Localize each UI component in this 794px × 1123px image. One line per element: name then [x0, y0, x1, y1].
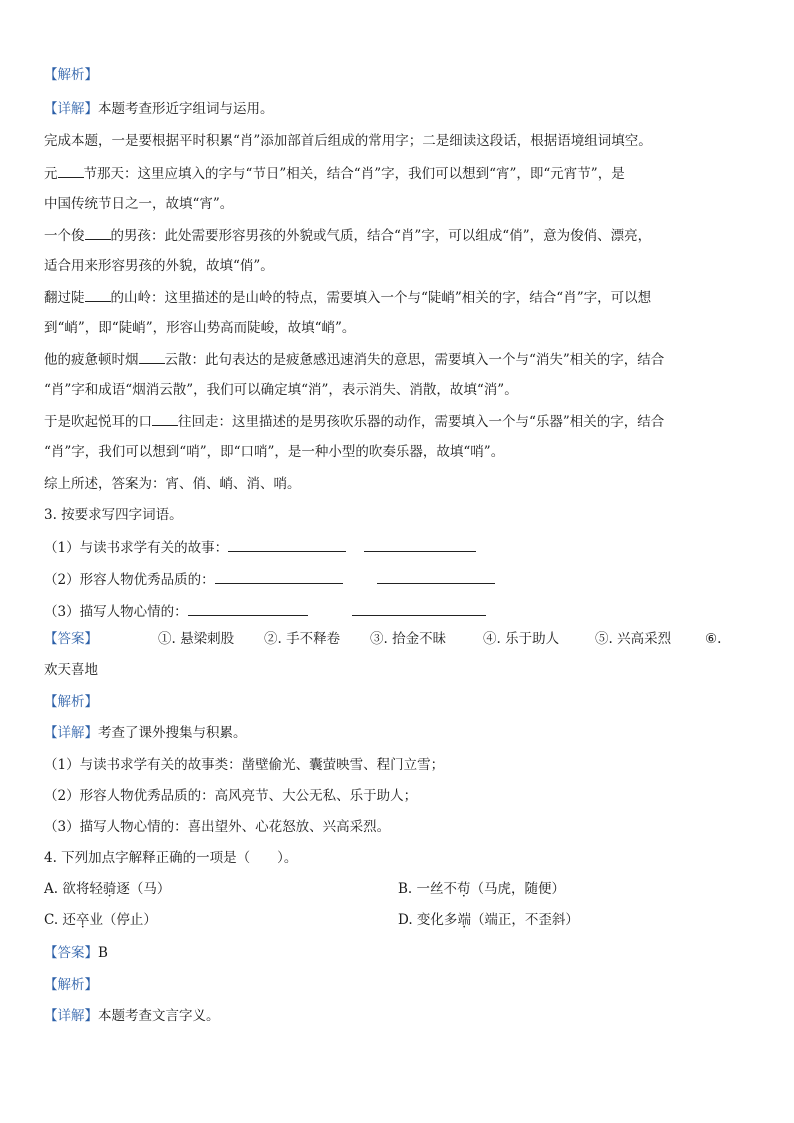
option-text: C. 还 [44, 912, 76, 928]
answer-3: ③. 拾金不昧 [370, 631, 447, 647]
answer-2: ②. 手不释卷 [264, 631, 341, 647]
q3-answer-tail: 欢天喜地 [44, 662, 98, 678]
text-segment: 云散：此句表达的是疲惫感迅速消失的意思，需要填入一个与“消失”相关的字，结合 [164, 352, 665, 368]
option-text: （马虎，随便） [470, 881, 566, 897]
q2-para5-line2: “肖”字，我们可以想到“哨”，即“口哨”，是一种小型的吹奏乐器，故填“哨”。 [44, 444, 505, 460]
answer-4: ④. 乐于助人 [483, 631, 560, 647]
q2-para1-line2: 中国传统节日之一，故填“宵”。 [44, 196, 234, 212]
blank [85, 225, 111, 240]
dotted-char: 骑 [102, 881, 117, 897]
answer-blank[interactable] [352, 601, 486, 616]
q3-item3 [44, 601, 486, 622]
item-label: （3）描写人物心情的： [44, 604, 188, 620]
text-segment: 的山岭：这里描述的是山岭的特点，需要填入一个与“陡峭”相关的字，结合“肖”字，可以想 [110, 290, 652, 306]
q2-para4-line1 [44, 349, 664, 370]
dotted-char: 卒 [75, 912, 90, 928]
q3-item2 [44, 569, 495, 590]
answer-blank[interactable] [364, 537, 476, 552]
text-segment: 往回走：这里描述的是男孩吹乐器的动作，需要填入一个与“乐器”相关的字，结合 [178, 414, 665, 430]
item-label: （2）形容人物优秀品质的： [44, 572, 215, 588]
answer-1: ①. 悬梁刺股 [158, 631, 235, 647]
detail-label: 【详解】 [44, 101, 98, 117]
text-segment: 元 [44, 166, 58, 182]
q2-para5-line1 [44, 411, 664, 432]
q2-summary: 综上所述，答案为：宵、俏、峭、消、哨。 [44, 476, 301, 492]
q3-detail-3: （3）描写人物心情的：喜出望外、心花怒放、兴高采烈。 [44, 819, 391, 835]
dotted-char: 端 [457, 912, 471, 928]
q4-answer-line [44, 943, 108, 963]
answer-blank[interactable] [215, 569, 343, 584]
q3-detail-2: （2）形容人物优秀品质的：高风亮节、大公无私、乐于助人； [44, 788, 418, 804]
q3-title: 3. 按要求写四字词语。 [44, 507, 183, 523]
text-segment: 翻过陡 [44, 290, 85, 306]
blank [139, 349, 165, 364]
dotted-char: 苟 [457, 881, 471, 897]
option-text: A. 欲将轻 [44, 881, 103, 897]
q2-para1-line1 [44, 163, 625, 184]
q2-para2-line2: 适合用来形容男孩的外貌，故填“俏”。 [44, 258, 274, 274]
item-label: （1）与读书求学有关的故事： [44, 540, 229, 556]
detail-text: 本题考查文言字义。 [98, 1008, 220, 1024]
q3-detail-line [44, 723, 247, 743]
q3-item1 [44, 537, 476, 558]
blank [58, 163, 84, 178]
text-segment: 于是吹起悦耳的口 [44, 414, 152, 430]
q4-detail-line [44, 1006, 220, 1026]
answer-blank[interactable] [188, 601, 308, 616]
answer-label: 【答案】 [44, 945, 98, 961]
blank [85, 287, 111, 302]
answer-6: ⑥. [705, 631, 722, 647]
q2-para3-line2: 到“峭”，即“陡峭”，形容山势高而陡峻，故填“峭”。 [44, 320, 356, 336]
q3-detail-1: （1）与读书求学有关的故事类：凿壁偷光、囊萤映雪、程门立雪； [44, 757, 445, 773]
q2-detail-line [44, 99, 274, 119]
q2-para2-line1 [44, 225, 651, 246]
text-segment: 他的疲惫顿时烟 [44, 352, 139, 368]
answer-value: B [98, 945, 108, 961]
answer-blank[interactable] [228, 537, 346, 552]
text-segment: 一个俊 [44, 228, 85, 244]
option-text: （端正，不歪斜） [470, 912, 579, 928]
q2-analysis-label: 【解析】 [44, 67, 98, 83]
detail-label: 【详解】 [44, 725, 98, 741]
answer-blank[interactable] [377, 569, 495, 584]
text-segment: 节那天：这里应填入的字与“节日”相关，结合“肖”字，我们可以想到“宵”，即“元宵节”，是 [83, 166, 625, 182]
answer-5: ⑤. 兴高采烈 [595, 631, 672, 647]
q2-para4-line2: “肖”字和成语“烟消云散”，我们可以确定填“消”，表示消失、消散，故填“消”。 [44, 382, 518, 398]
q4-option-a[interactable] [44, 879, 170, 899]
option-text: 业（停止） [89, 912, 157, 928]
q3-analysis-label: 【解析】 [44, 694, 98, 710]
q4-title: 4. 下列加点字解释正确的一项是（ ）。 [44, 850, 298, 866]
q4-option-d[interactable] [398, 910, 579, 930]
detail-text: 本题考查形近字组词与运用。 [98, 101, 274, 117]
q4-option-c[interactable] [44, 910, 157, 930]
answer-label: 【答案】 [44, 631, 98, 647]
q2-para3-line1 [44, 287, 651, 308]
q2-intro: 完成本题，一是要根据平时积累“肖”添加部首后组成的常用字；二是细读这段话，根据语境组词填空。 [44, 133, 652, 149]
option-text: 逐（马） [116, 881, 171, 897]
option-text: B. 一丝不 [398, 881, 458, 897]
detail-label: 【详解】 [44, 1008, 98, 1024]
text-segment: 的男孩：此处需要形容男孩的外貌或气质，结合“肖”字，可以组成“俏”，意为俊俏、漂亮， [110, 228, 652, 244]
q4-analysis-label: 【解析】 [44, 977, 98, 993]
blank [152, 411, 178, 426]
detail-text: 考查了课外搜集与积累。 [98, 725, 247, 741]
option-text: D. 变化多 [398, 912, 458, 928]
q3-answer-line [44, 629, 750, 649]
q4-option-b[interactable] [398, 879, 565, 899]
